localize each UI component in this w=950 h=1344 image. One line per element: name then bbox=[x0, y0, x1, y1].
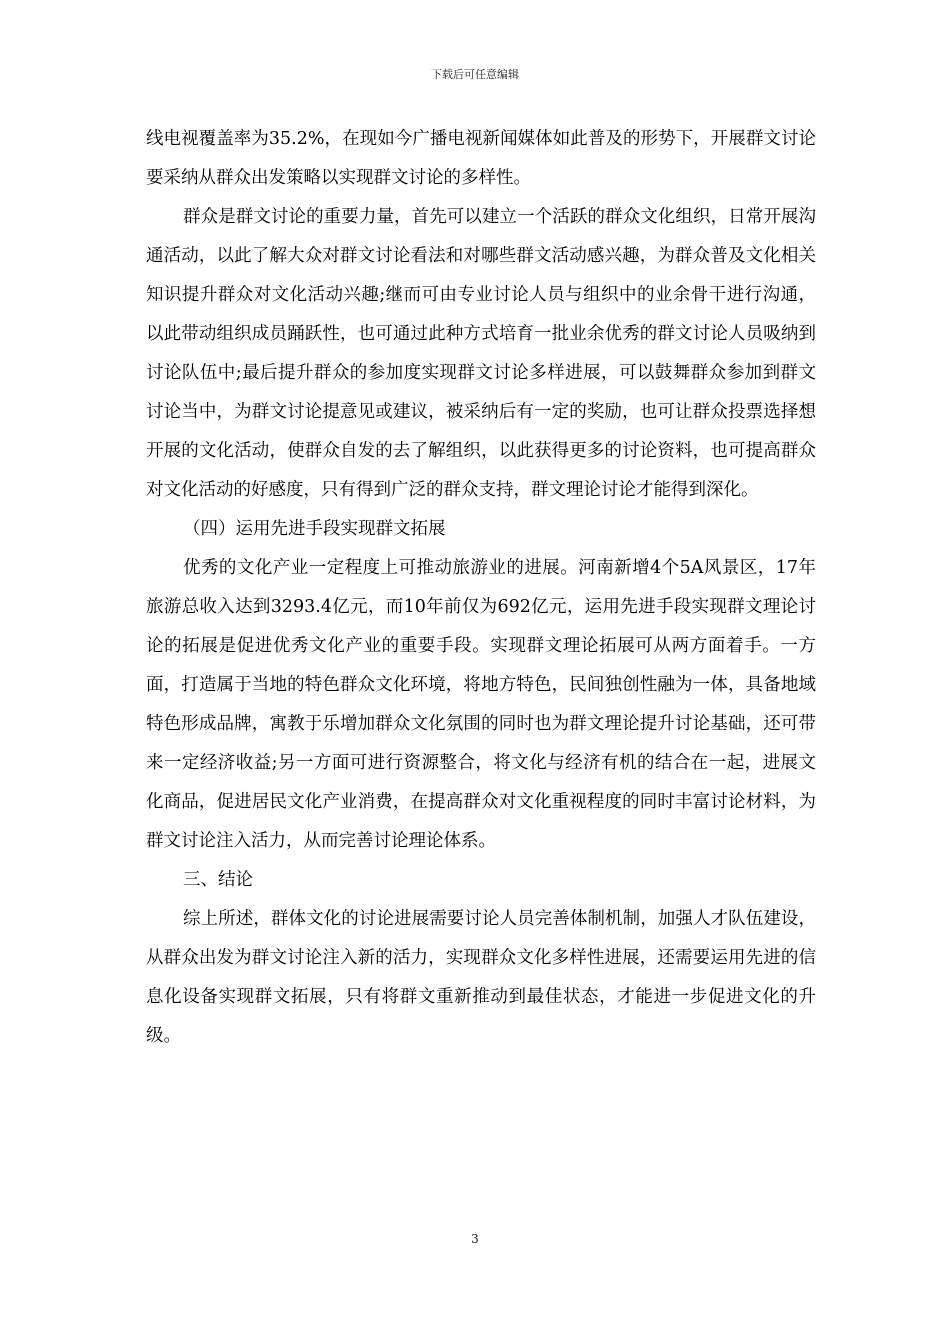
page-number: 3 bbox=[471, 1232, 479, 1246]
page-header: 下载后可任意编辑 bbox=[431, 68, 519, 81]
paragraph-continuation: 线电视覆盖率为35.2%，在现如今广播电视新闻媒体如此普及的形势下，开展群文讨论要采纳从群众出发策略以实现群文讨论的多样性。 bbox=[146, 129, 816, 188]
section-heading-advanced-means: （四）运用先进手段实现群文拓展 bbox=[183, 519, 446, 539]
paragraph-masses: 群众是群文讨论的重要力量，首先可以建立一个活跃的群众文化组织，日常开展沟通活动，以此了解大众对群文讨论看法和对哪些群文活动感兴趣，为群众普及文化相关知识提升群众对文化活动兴趣;继而可由专业讨论人员与组织中的业余骨干进行沟通，以此带动组织成员踊跃性，也可通过此种方式培育一批业余优秀的群文讨论人员吸纳到讨论队伍中;最后提升群众的参加度实现群文讨论多样进展，可以鼓舞群众参加到群文讨论当中，为群文讨论提意见或建议，被采纳后有一定的奖励，也可让群众投票选择想开展的文化活动，使群众自发的去了解组织，以此获得更多的讨论资料，也可提高群众对文化活动的好感度，只有得到广泛的群众支持，群文理论讨论才能得到深化。 bbox=[146, 207, 816, 500]
section-heading-conclusion: 三、结论 bbox=[183, 870, 253, 890]
paragraph-cultural-industry: 优秀的文化产业一定程度上可推动旅游业的进展。河南新增4个5A风景区，17年旅游总收入达到3293.4亿元，而10年前仅为692亿元，运用先进手段实现群文理论讨论的拓展是促进优秀文化产业的重要手段。实现群文理论拓展可从两方面着手。一方面，打造属于当地的特色群众文化环境，将地方特色，民间独创性融为一体，具备地域特色形成品牌，寓教于乐增加群众文化氛围的同时也为群文理论提升讨论基础，还可带来一定经济收益;另一方面可进行资源整合，将文化与经济有机的结合在一起，进展文化商品，促进居民文化产业消费，在提高群众对文化重视程度的同时丰富讨论材料，为群文讨论注入活力，从而完善讨论理论体系。 bbox=[146, 558, 816, 851]
document-body bbox=[146, 120, 816, 1056]
paragraph-conclusion: 综上所述，群体文化的讨论进展需要讨论人员完善体制机制，加强人才队伍建设，从群众出发为群文讨论注入新的活力，实现群众文化多样性进展，还需要运用先进的信息化设备实现群文拓展，只有将群文重新推动到最佳状态，才能进一步促进文化的升级。 bbox=[146, 909, 816, 1046]
